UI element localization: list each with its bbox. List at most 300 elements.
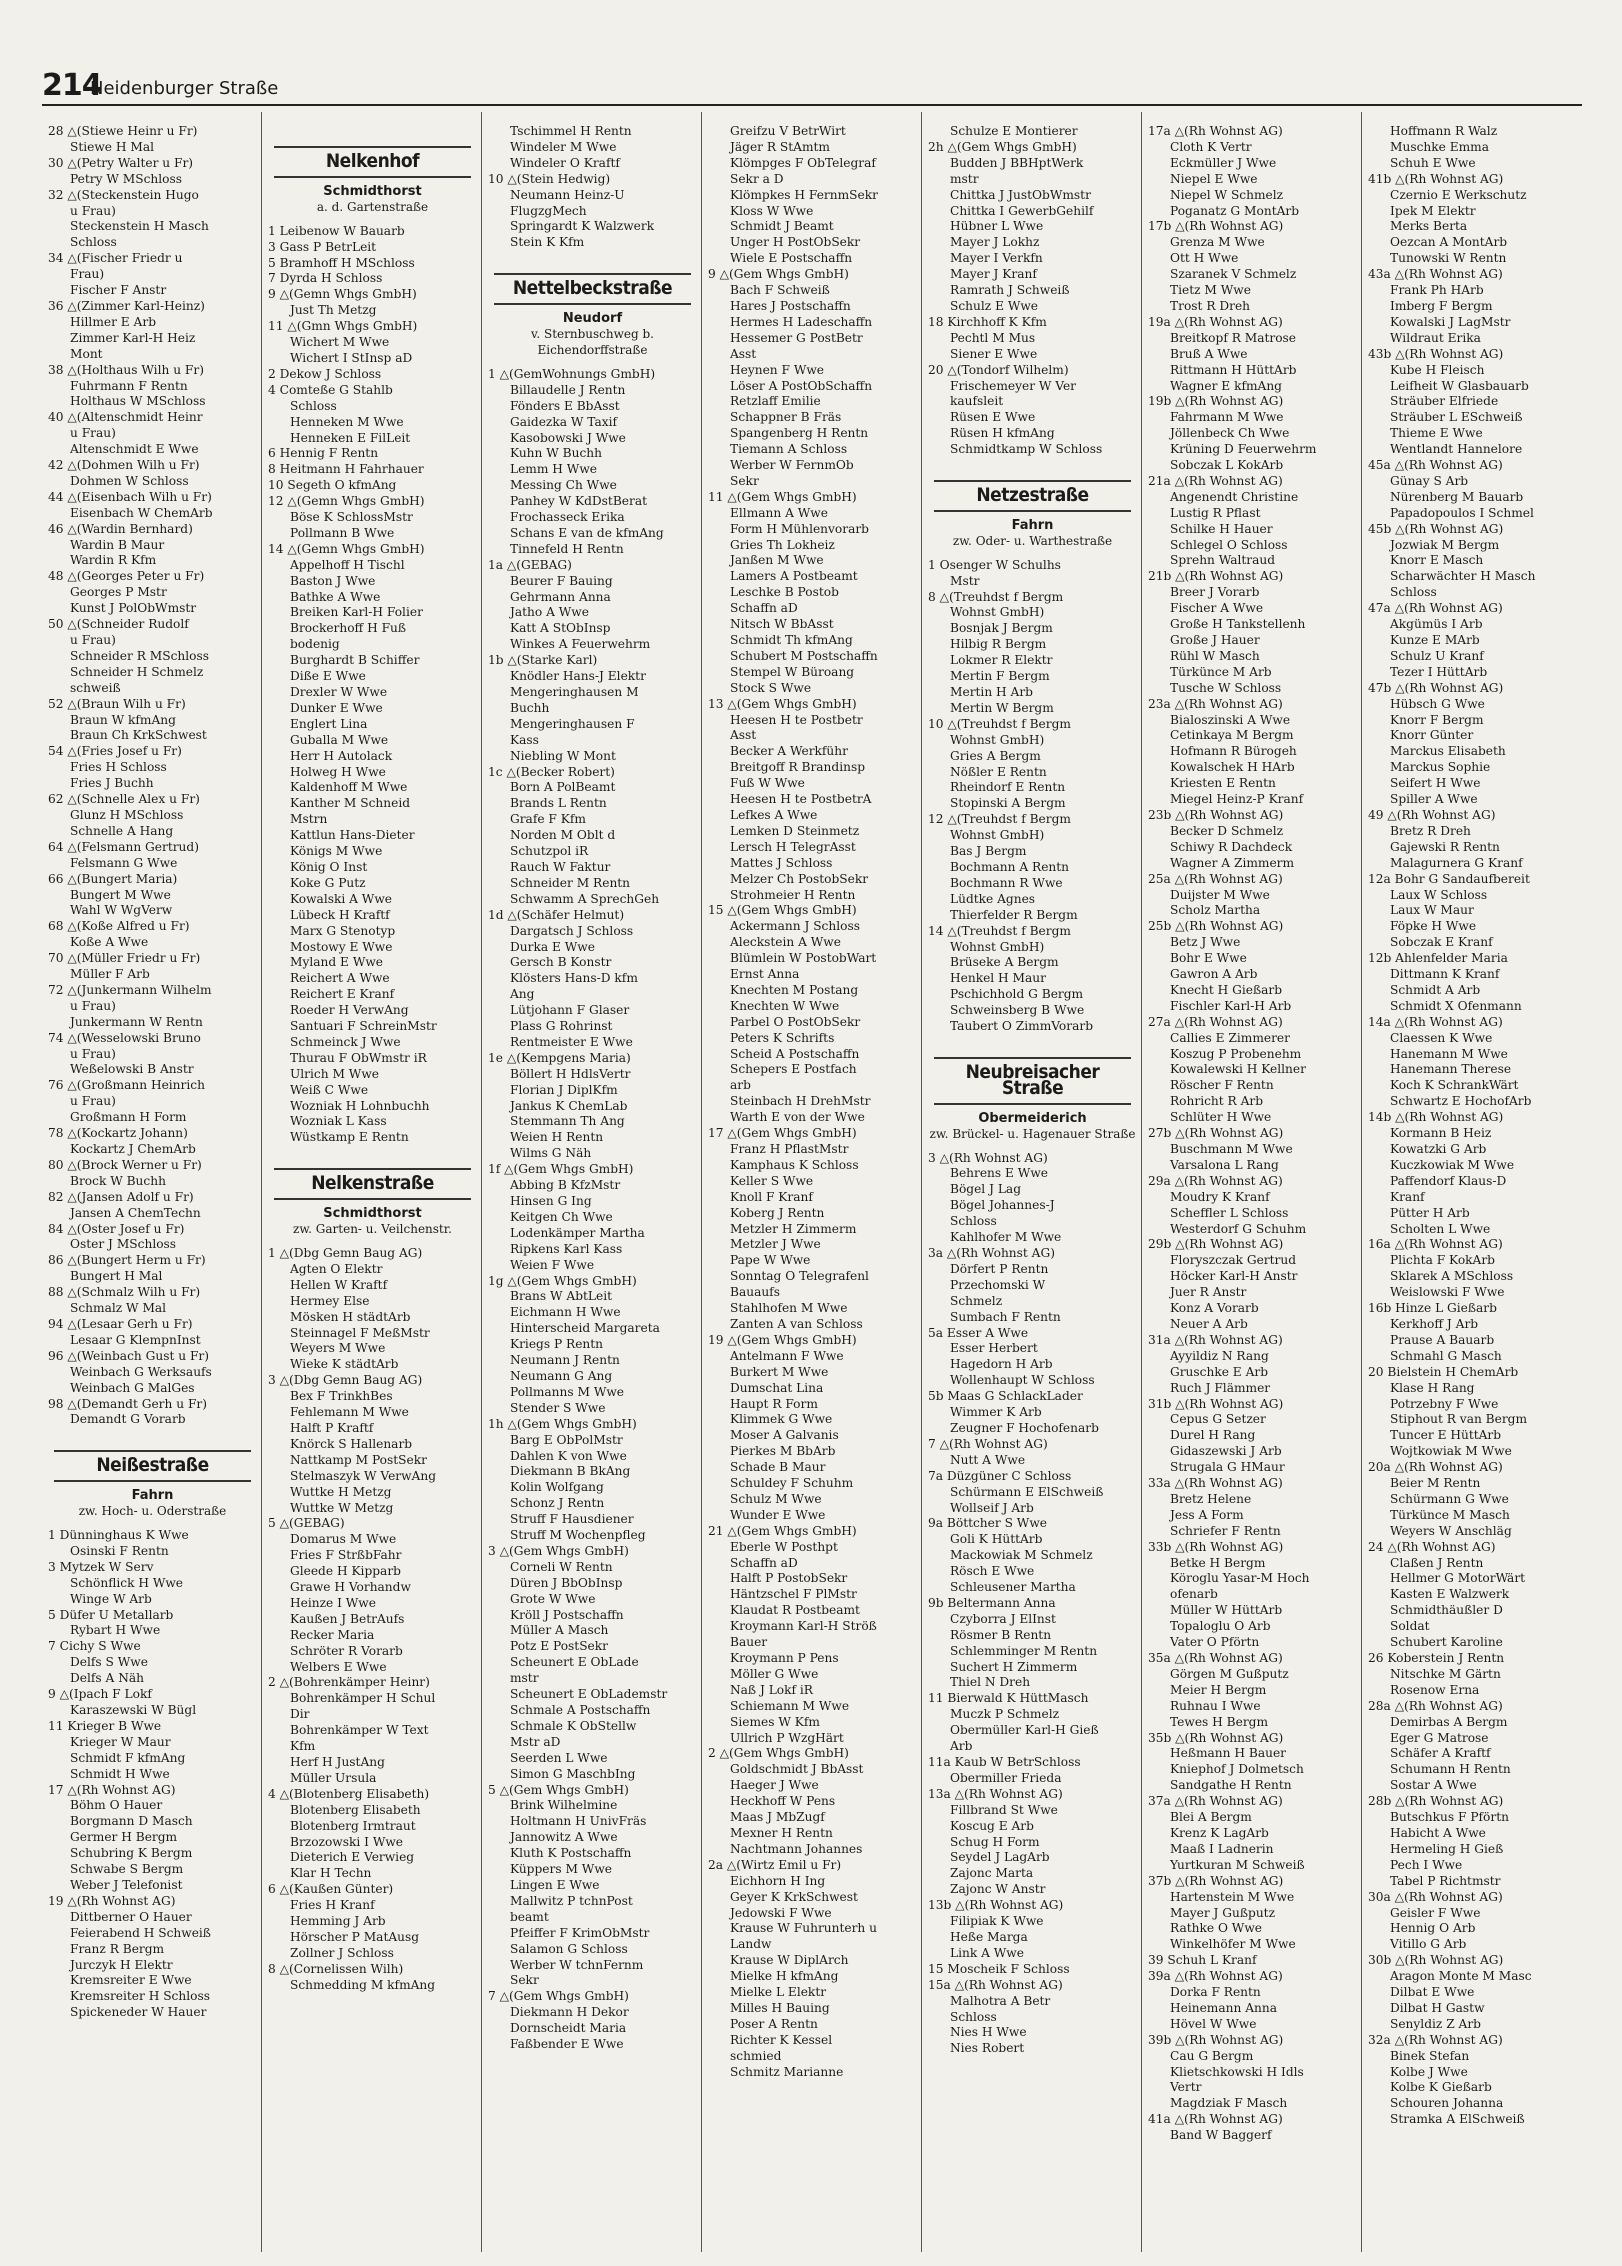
directory-entry: Brans W AbtLeit [510,1289,613,1304]
directory-entry: Klimmek G Wwe [730,1412,833,1427]
directory-entry: Spickeneder W Hauer [70,2005,207,2020]
directory-entry: 16a △(Rh Wohnst AG) [1368,1237,1503,1252]
directory-entry: Pütter H Arb [1390,1205,1470,1220]
directory-entry: 2 Dekow J Schloss [268,366,382,381]
directory-entry: Merks Berta [1390,219,1468,234]
directory-entry: 94 △(Lesaar Gerh u Fr) [48,1316,193,1331]
directory-entry: Gehrmann Anna [510,589,611,604]
directory-entry: Mayer J Kranf [950,267,1037,282]
directory-entry: 11 △(Gmn Whgs GmbH) [268,319,418,334]
directory-entry: Weber J Telefonist [70,1877,183,1892]
directory-entry: 34 △(Fischer Friedr u [48,251,183,266]
directory-entry: Billaudelle J Rentn [510,382,626,397]
directory-entry: Mstr aD [510,1734,561,1749]
directory-entry: Weinbach G MalGes [70,1380,195,1395]
directory-entry: Schmidt F kfmAng [70,1750,186,1765]
directory-entry: Sekr a D [730,171,784,186]
directory-entry: Kremsreiter H Schloss [70,1989,210,2004]
directory-entry: Rösmer B Rentn [950,1627,1052,1642]
directory-entry: Winkes A Feuerwehrm [510,637,651,652]
directory-entry: Schuldey F Schuhm [730,1476,854,1491]
directory-entry: Gries Th Lokheiz [730,537,835,552]
directory-entry: Zimmer Karl-H Heiz [70,330,196,345]
directory-entry: Faßbender E Wwe [510,2037,624,2052]
directory-entry: Keitgen Ch Wwe [510,1209,613,1224]
directory-entry: Becker A Werkführ [730,744,848,759]
directory-entry: Schloss [1390,585,1437,600]
directory-entry: Wozniak L Kass [290,1114,387,1129]
directory-entry: Dilbat E Wwe [1390,1985,1475,2000]
directory-entry: 17 △(Gem Whgs GmbH) [708,1126,857,1141]
directory-entry: 35a △(Rh Wohnst AG) [1148,1651,1283,1665]
directory-entry: Scholz Martha [1170,903,1261,918]
street-range: zw. Hoch- u. Oderstraße [78,1504,227,1519]
directory-entry: 2 △(Bohrenkämper Heinr) [268,1675,430,1690]
directory-entry: Rittmann H HüttArb [1170,362,1297,377]
directory-entry: Tunowski W Rentn [1390,251,1507,266]
directory-entry: Brink Wilhelmine [510,1798,618,1813]
directory-entry: Kowalski J LagMstr [1390,314,1511,329]
directory-entry: Norden M Oblt d [510,828,616,843]
directory-entry: Thiel N Dreh [950,1675,1031,1690]
directory-entry: Halft P Kraftf [290,1420,374,1435]
directory-entry: 3 Gass P BetrLeit [268,239,377,254]
directory-entry: Bach F Schweiß [730,283,830,298]
directory-entry: Brock W Buchh [70,1173,166,1188]
directory-entry: Tschimmel H Rentn [510,124,632,138]
directory-entry: Schmeinck J Wwe [290,1034,401,1049]
directory-entry: schmied [730,2048,782,2063]
directory-entry: Wagner A Zimmerm [1170,855,1295,870]
directory-entry: Knorr F Bergm [1390,712,1484,727]
directory-entry: Mallwitz P tchnPost [510,1893,633,1908]
street-heading: Nettelbeckstraße [494,273,691,305]
directory-entry: Hanemann Therese [1390,1062,1512,1077]
directory-entry: 82 △(Jansen Adolf u Fr) [48,1189,194,1204]
directory-entry: Breer J Vorarb [1170,585,1260,600]
directory-entry: Breitkopf R Matrose [1170,330,1297,345]
directory-entry: Nutt A Wwe [950,1452,1026,1467]
directory-entry: Mertin W Bergm [950,700,1054,715]
directory-entry: Neuer A Arb [1170,1316,1248,1331]
directory-entry: 13a △(Rh Wohnst AG) [928,1786,1063,1801]
directory-entry: Lokmer R Elektr [950,653,1053,668]
directory-entry: Betke H Bergm [1170,1555,1266,1570]
directory-entry: Blotenberg Elisabeth [290,1802,421,1817]
directory-entry: Schmale K ObStellw [510,1718,637,1733]
directory-entry: Wiele E Postschaffn [730,251,853,266]
directory-entry: Steinbach H DrehMstr [730,1094,871,1109]
directory-entry: Koße A Wwe [70,935,149,950]
directory-entry: Feierabend H Schweiß [70,1925,211,1940]
directory-entry: 48 △(Georges Peter u Fr) [48,569,205,584]
directory-entry: Henkel H Maur [950,971,1046,986]
directory-entry: Schmidt X Ofenmann [1390,998,1522,1013]
directory-entry: Rosenow Erna [1390,1682,1480,1697]
directory-entry: 31b △(Rh Wohnst AG) [1148,1396,1284,1411]
directory-entry: 1 Osenger W Schulhs [928,557,1061,572]
directory-entry: Jedowski F Wwe [730,1905,832,1920]
directory-entry: 21 △(Gem Whgs GmbH) [708,1523,857,1538]
directory-entry: Vater O Pförtn [1170,1635,1260,1650]
directory-entry: Maas J MbZugf [730,1810,825,1825]
directory-entry: Claessen K Wwe [1390,1030,1493,1045]
directory-entry: Potrzebny F Wwe [1390,1396,1499,1411]
directory-entry: Bialoszinski A Wwe [1170,712,1291,727]
directory-entry: Drexler W Wwe [290,685,388,699]
directory-entry: Bochmann R Wwe [950,875,1063,890]
directory-entry: Küppers M Wwe [510,1862,612,1877]
directory-entry: Wozniak H Lohnbuchh [290,1098,430,1113]
directory-entry: Schuh E Wwe [1390,155,1476,170]
directory-entry: Frau) [70,267,105,282]
directory-entry: Kolbe J Wwe [1390,2064,1468,2079]
directory-entry: 1g △(Gem Whgs GmbH) [488,1273,637,1288]
directory-entry: Muschke Emma [1390,139,1490,154]
directory-entry: 41a △(Rh Wohnst AG) [1148,2112,1283,2127]
street-range: a. d. Gartenstraße [316,199,429,214]
directory-entry: Kowalschek H HArb [1170,760,1295,775]
directory-entry: Sumbach F Rentn [950,1309,1061,1324]
column-6 [1142,112,1362,2252]
directory-entry: Hofmann R Bürogeh [1170,744,1297,759]
directory-entry: Lingen E Wwe [510,1877,600,1892]
directory-entry: Demirbas A Bergm [1390,1714,1508,1729]
directory-entry: Scheffler L Schloss [1170,1205,1289,1220]
directory-entry: Kriesten E Rentn [1170,776,1276,791]
directory-entry: Sonntag O Telegrafenl [730,1269,869,1284]
directory-entry: 1e △(Kempgens Maria) [488,1050,631,1065]
directory-entry: Hermeling H Gieß [1390,1841,1504,1856]
directory-entry: Diekmann B BkAng [510,1464,631,1479]
directory-entry: 80 △(Brock Werner u Fr) [48,1157,202,1172]
directory-entry: 15 △(Gem Whgs GmbH) [708,903,857,918]
directory-entry: Frank Ph HArb [1390,283,1484,298]
district-label: Obermeiderich [978,1110,1087,1126]
directory-entry: Hübsch G Wwe [1390,696,1485,711]
directory-entry: Schmelz [950,1293,1003,1308]
directory-entry: Lersch H TelegrAsst [730,839,856,854]
directory-entry: 70 △(Müller Friedr u Fr) [48,951,201,966]
directory-entry: Stiewe H Mal [70,139,155,154]
district-label: Neudorf [562,311,623,327]
directory-entry: 7 Cichy S Wwe [48,1639,141,1654]
directory-entry: Junkermann W Rentn [70,1014,203,1029]
directory-entry: Wieke K städtArb [290,1357,399,1372]
directory-entry: Mackowiak M Schmelz [950,1548,1093,1563]
directory-entry: 10 Segeth O kfmAng [268,478,397,493]
directory-entry: 11a Kaub W BetrSchloss [928,1755,1081,1769]
directory-entry: Parbel O PostObSekr [730,1014,861,1029]
directory-entry: Stempel W Büroang [730,664,855,679]
directory-entry: Appelhoff H Tischl [290,557,405,572]
directory-entry: 24 △(Rh Wohnst AG) [1368,1539,1496,1554]
directory-entry: Blotenberg Irmtraut [290,1818,416,1833]
directory-entry: Nies H Wwe [950,2025,1027,2040]
directory-entry: Bungert M Wwe [70,887,171,902]
directory-entry: Mstrn [290,812,328,827]
directory-entry: Möller G Wwe [730,1666,819,1681]
directory-entry: u Frau) [70,1046,116,1061]
directory-entry: Krause W DiplArch [730,1953,849,1968]
directory-entry: Ruch J Flämmer [1170,1380,1271,1395]
directory-entry: ofenarb [1170,1587,1218,1602]
directory-entry: Unger H PostObSekr [730,235,861,250]
directory-entry: Schwamm A SprechGeh [510,891,660,906]
directory-entry: Schönflick H Wwe [70,1575,183,1590]
directory-entry: Tietz M Wwe [1170,283,1251,298]
directory-entry: 4 △(Blotenberg Elisabeth) [268,1786,430,1801]
directory-entry: Lemken D Steinmetz [730,823,860,838]
directory-entry: Mengeringhausen M [510,685,639,699]
directory-entry: Bretz Helene [1170,1491,1252,1506]
directory-entry: Pech I Wwe [1390,1857,1463,1872]
directory-entry: 14 △(Gemn Whgs GmbH) [268,541,425,556]
directory-entry: u Frau) [70,203,116,218]
directory-entry: 54 △(Fries Josef u Fr) [48,744,182,759]
directory-entry: Krieger W Maur [70,1734,171,1749]
directory-entry: Akgümüs I Arb [1390,617,1483,632]
directory-entry: Siener E Wwe [950,346,1038,361]
directory-entry: Imberg F Bergm [1390,298,1493,313]
directory-entry: Poser A Rentn [730,2016,818,2031]
directory-entry: 25b △(Rh Wohnst AG) [1148,919,1284,934]
directory-entry: Weßelowski B Anstr [70,1062,194,1077]
directory-entry: Zeugner F Hochofenarb [950,1420,1099,1435]
directory-entry: Delfs S Wwe [70,1655,148,1670]
directory-entry: Schade B Maur [730,1460,826,1475]
directory-entry: Werber W FernmOb [730,458,854,473]
directory-entry: Betz J Wwe [1170,935,1241,950]
directory-entry: Schleusener Martha [950,1580,1076,1595]
directory-entry: Kranf [1390,1189,1425,1204]
directory-entry: u Frau) [70,426,116,441]
directory-entry: Warth E von der Wwe [730,1110,865,1125]
directory-entry: Thierfelder R Bergm [950,907,1078,922]
directory-entry: Lamers A Postbeamt [730,569,858,584]
directory-entry: Wichert M Wwe [290,335,390,350]
directory-entry: Filipiak K Wwe [950,1914,1044,1929]
directory-entry: Schlegel O Schloss [1170,537,1288,552]
directory-entry: Konz A Vorarb [1170,1301,1259,1316]
directory-entry: Pfeiffer F KrimObMstr [510,1925,650,1940]
directory-entry: Florian J DiplKfm [510,1082,618,1097]
directory-entry: Miegel Heinz-P Kranf [1170,792,1304,807]
directory-entry: Kormann B Heiz [1390,1126,1492,1141]
directory-entry: Wimmer K Arb [950,1405,1042,1420]
directory-entry: Kroymann P Pens [730,1651,839,1665]
directory-entry: Grafe F Kfm [510,812,586,827]
directory-entry: 28b △(Rh Wohnst AG) [1368,1794,1504,1809]
directory-entry: Weien H Rentn [510,1130,604,1145]
directory-entry: Laux W Maur [1390,903,1474,918]
directory-entry: 47b △(Rh Wohnst AG) [1368,680,1504,695]
directory-entry: Sekr [730,473,759,488]
directory-entry: Brzozowski I Wwe [290,1834,404,1849]
directory-entry: Reichert A Wwe [290,971,390,986]
directory-entry: Bohrenkämper H Schul [290,1691,436,1706]
directory-entry: Retzlaff Emilie [730,394,821,409]
directory-entry: Schutzpol iR [510,844,589,859]
directory-entry: Naß J Lokf iR [730,1682,813,1697]
directory-entry: Mösken H städtArb [290,1309,411,1324]
directory-entry: Rüsen H kfmAng [950,426,1055,441]
directory-entry: 5 Düfer U Metallarb [48,1607,174,1622]
directory-entry: Lefkes A Wwe [730,807,818,822]
directory-entry: Stemmann Th Ang [510,1114,625,1129]
directory-entry: 9b Beltermann Anna [928,1595,1056,1610]
directory-entry: Katt A StObInsp [510,621,611,636]
directory-entry: Schans E van de kfmAng [510,525,664,540]
directory-entry: Eberle W Posthpt [730,1539,838,1554]
directory-entry: Türkünce M Arb [1170,664,1272,679]
directory-entry: Kröll J Postschaffn [510,1607,624,1622]
directory-entry: Borgmann D Masch [70,1814,193,1829]
directory-entry: Schürmann E ElSchweiß [950,1484,1104,1499]
directory-entry: Schneider H Schmelz [70,664,204,679]
directory-entry: Klösters Hans-D kfm [510,971,638,986]
directory-entry: Koch K SchrankWärt [1390,1078,1519,1093]
directory-entry: Sträuber Elfriede [1390,394,1499,409]
directory-entry: Breitgoff R Brandinsp [730,760,866,775]
directory-entry: Müller W HüttArb [1170,1603,1283,1618]
directory-entry: Eisenbach W ChemArb [70,505,213,520]
directory-entry: Goldschmidt J BbAsst [730,1762,864,1777]
directory-entry: Tusche W Schloss [1170,680,1282,695]
directory-entry: Föpke H Wwe [1390,919,1477,934]
directory-entry: Tezer I HüttArb [1390,664,1488,679]
directory-entry: Lüdtke Agnes [950,891,1036,906]
directory-entry: Koke G Putz [290,875,366,890]
directory-entry: Wollseif J Arb [950,1500,1034,1515]
directory-entry: Mont [70,346,103,361]
directory-entry: Hermey Else [290,1293,370,1308]
directory-entry: Jatho A Wwe [510,605,589,620]
directory-entry: Mexner H Rentn [730,1825,833,1840]
directory-entry: Köroglu Yasar-M Hoch [1170,1571,1310,1586]
directory-entry: beamt [510,1909,549,1924]
directory-entry: Stock S Wwe [730,680,812,695]
directory-entry: Rathke O Wwe [1170,1921,1262,1936]
directory-entry: Schulz M Wwe [730,1491,822,1506]
directory-entry: Knecht H Gießarb [1170,982,1282,997]
directory-entry: Czernio E Werkschutz [1390,187,1527,202]
directory-entry: Braun Ch KrkSchwest [70,728,207,743]
directory-entry: Siemes W Kfm [730,1714,820,1729]
directory-entry: Wentlandt Hannelore [1390,442,1523,457]
directory-entry: Salamon G Schloss [510,1941,628,1956]
directory-entry: Mielke H kfmAng [730,1969,839,1984]
directory-entry: Halft P PostobSekr [730,1571,848,1586]
directory-entry: Chittka J JustObWmstr [950,187,1091,202]
directory-entry: Stelmaszyk W VerwAng [290,1468,437,1483]
directory-entry: Schneider R MSchloss [70,648,209,663]
directory-entry: Durel H Rang [1170,1428,1256,1443]
directory-entry: 39b △(Rh Wohnst AG) [1148,2032,1284,2047]
directory-entry: Asst [730,728,757,743]
directory-entry: Obermüller Karl-H Gieß [950,1723,1099,1738]
directory-entry: 40 △(Altenschmidt Heinr [48,410,203,425]
directory-entry: Pschichhold G Bergm [950,987,1084,1002]
directory-entry: Simon G MaschbIng [510,1766,636,1781]
directory-entry: Mielke L Elektr [730,1985,827,2000]
directory-entry: Meier H Bergm [1170,1682,1267,1697]
directory-entry: 4 Comteße G Stahlb [268,382,393,397]
directory-entry: Suchert H Zimmerm [950,1659,1078,1674]
directory-entry: 25a △(Rh Wohnst AG) [1148,871,1283,886]
directory-entry: Buschmann M Wwe [1170,1142,1293,1156]
directory-entry: Messing Ch Wwe [510,478,617,493]
directory-entry: Esser Herbert [950,1341,1038,1356]
directory-entry: 5b Maas G SchlackLader [928,1389,1083,1404]
directory-entry: Pollmanns M Wwe [510,1384,625,1399]
directory-entry: Schmidt H Wwe [70,1766,170,1781]
directory-entry: Haeger J Wwe [730,1778,819,1793]
directory-entry: Born A PolBeamt [510,780,616,795]
directory-entry: 14 △(Treuhdst f Bergm [928,923,1071,938]
directory-entry: Holweg H Wwe [290,764,386,779]
directory-entry: Bögel J Lag [950,1182,1022,1197]
directory-entry: 7 △(Gem Whgs GmbH) [488,1989,629,2004]
directory-entry: Bruß A Wwe [1170,346,1248,361]
directory-entry: Chittka I GewerbGehilf [950,203,1094,218]
directory-entry: Schmidt A Arb [1390,982,1481,997]
directory-entry: Strohmeier H Rentn [730,887,856,902]
directory-entry: Ang [510,987,535,1002]
directory-entry: Wahl W WgVerw [70,903,173,918]
directory-entry: Geisler F Wwe [1390,1905,1481,1920]
directory-entry: Beier M Rentn [1390,1476,1481,1491]
directory-entry: Sklarek A MSchloss [1390,1269,1514,1284]
directory-entry: Kahlhofer M Wwe [950,1230,1062,1245]
directory-entry: 28a △(Rh Wohnst AG) [1368,1698,1503,1713]
directory-entry: Krenz K LagArb [1170,1825,1269,1840]
directory-entry: Felsmann G Wwe [70,855,178,870]
street-range: zw. Oder- u. Warthestraße [952,533,1113,548]
directory-entry: Müller A Masch [510,1623,609,1638]
directory-entry: 68 △(Koße Alfred u Fr) [48,919,190,934]
directory-entry: 39 Schuh L Kranf [1148,1953,1257,1968]
directory-entry: Ernst Anna [730,967,800,982]
directory-entry: Große J Hauer [1170,633,1260,647]
directory-entry: Englert Lina [290,716,368,731]
directory-entry: Soldat [1390,1619,1430,1634]
street-heading: Netzestraße [934,480,1131,512]
directory-entry: u Frau) [70,1094,116,1109]
directory-entry: Ripkens Karl Kass [510,1241,623,1256]
directory-entry: 17 △(Rh Wohnst AG) [48,1782,176,1797]
directory-entry: Pechtl M Mus [950,330,1036,345]
directory-entry: 27b △(Rh Wohnst AG) [1148,1126,1284,1141]
directory-entry: 66 △(Bungert Maria) [48,871,178,886]
directory-entry: Hilbig R Bergm [950,637,1047,652]
directory-entry: Scholten L Wwe [1390,1221,1491,1236]
directory-entry: Scheunert E ObLade [510,1655,639,1670]
directory-entry: Mengeringhausen F [510,716,635,731]
directory-entry: Jöllenbeck Ch Wwe [1170,426,1290,441]
street-heading: Neißestraße [54,1450,251,1482]
directory-entry: Nies Robert [950,2041,1025,2056]
directory-entry: 5 Bramhoff H MSchloss [268,255,415,270]
directory-entry: Müller F Arb [70,967,150,982]
directory-entry: Dittberner O Hauer [70,1909,192,1924]
street-range: zw. Brückel- u. Hagenauer Straße [929,1126,1136,1141]
directory-entry: Weinbach G Werksaufs [70,1364,212,1379]
directory-entry: Wohnst GmbH) [950,605,1045,620]
directory-entry: Karaszewski W Bügl [70,1703,197,1717]
directory-entry: Lustig R Pflast [1170,505,1261,520]
directory-entry: Greifzu V BetrWirt [730,124,846,138]
